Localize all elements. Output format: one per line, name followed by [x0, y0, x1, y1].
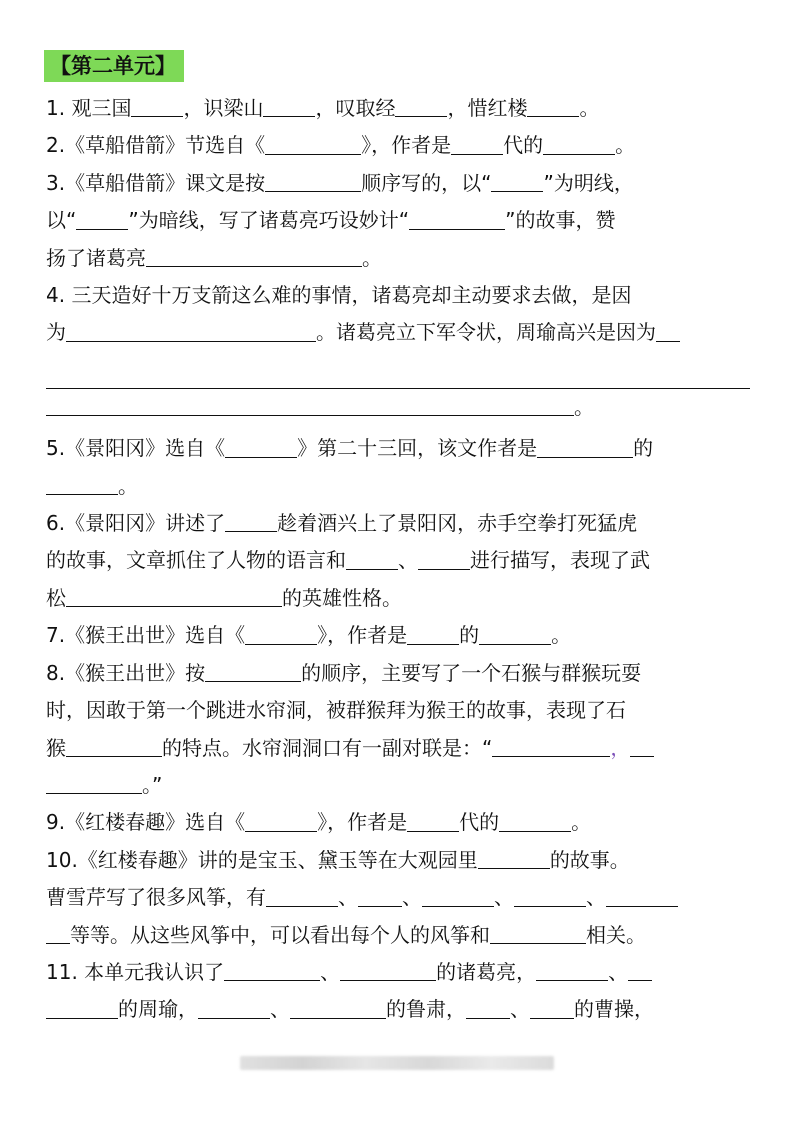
blank[interactable]: [418, 550, 470, 570]
blank[interactable]: [266, 887, 338, 907]
blank[interactable]: [358, 887, 402, 907]
blank[interactable]: [537, 438, 633, 458]
blank[interactable]: [530, 999, 574, 1019]
blurred-footer: [240, 1056, 554, 1070]
blank[interactable]: [66, 737, 162, 757]
blank[interactable]: [478, 849, 550, 869]
blank[interactable]: [407, 812, 459, 832]
blank[interactable]: [527, 97, 579, 117]
blank[interactable]: [395, 97, 447, 117]
unit-title: 【第二单元】: [44, 50, 184, 82]
blank[interactable]: [66, 587, 282, 607]
blank[interactable]: [76, 210, 128, 230]
question-5: 5.《景阳冈》选自《 》第二十三回，该文作者是 的 。: [46, 436, 654, 498]
blank[interactable]: [628, 961, 652, 981]
blank[interactable]: [422, 887, 494, 907]
answer-line[interactable]: [46, 362, 750, 389]
question-3: 3.《草船借箭》课文是按 顺序写的，以“ ”为明线， 以“ ”为暗线，写了诸葛亮巧设妙计“ ”的故事，赞 扬了诸葛亮 。: [46, 170, 634, 270]
blank[interactable]: [491, 172, 543, 192]
blank[interactable]: [224, 961, 320, 981]
blank[interactable]: [46, 999, 118, 1019]
question-9: 9.《红楼春趣》选自《 》，作者是 代的 。: [46, 810, 592, 835]
question-4: 4. 三天造好十万支箭这么难的事情，诸葛亮却主动要求去做，是因 为 。诸葛亮立下军令状，周瑜高兴是因为 。: [46, 277, 750, 426]
question-8: 8.《猴王出世》按 的顺序，主要写了一个石猴与群猴玩耍 时，因敢于第一个跳进水帘洞，被群猴拜为猴王的故事，表现了石 猴 的特点。水帘洞洞口有一副对联是：“ ， 。”: [46, 655, 750, 805]
question-2: 2.《草船借箭》节选自《 》，作者是 代的 。: [46, 133, 636, 158]
question-1: 1. 观三国 ，识梁山 ，叹取经 ，惜红楼 。: [46, 96, 600, 120]
blank[interactable]: [46, 924, 70, 944]
blank[interactable]: [630, 737, 654, 757]
blank[interactable]: [479, 625, 551, 645]
question-11: 11. 本单元我认识了 、 的诸葛亮， 、 的周瑜， 、 的鲁肃， 、 的曹操，: [46, 959, 654, 1022]
blank[interactable]: [656, 322, 680, 342]
blank[interactable]: [265, 172, 361, 192]
blank[interactable]: [490, 924, 586, 944]
blank[interactable]: [466, 999, 510, 1019]
blank[interactable]: [265, 135, 361, 155]
blank[interactable]: [46, 475, 118, 495]
blank[interactable]: [499, 812, 571, 832]
question-list: [46, 90, 750, 1029]
blank[interactable]: [407, 625, 459, 645]
blank[interactable]: [146, 247, 362, 267]
blank[interactable]: [225, 438, 297, 458]
question-6: 6.《景阳冈》讲述了 趁着酒兴上了景阳冈，赤手空拳打死猛虎 的故事，文章抓住了人物的语言和 、 进行描写，表现了武 松 的英雄性格。: [46, 511, 650, 610]
blank[interactable]: [131, 97, 183, 117]
blank[interactable]: [409, 210, 505, 230]
blank[interactable]: [514, 887, 586, 907]
blank[interactable]: [543, 135, 615, 155]
blank[interactable]: [46, 774, 142, 794]
blank[interactable]: [340, 961, 436, 981]
blank[interactable]: [263, 97, 315, 117]
blank[interactable]: [66, 322, 316, 342]
blank[interactable]: [451, 135, 503, 155]
blank[interactable]: [205, 662, 301, 682]
question-7: 7.《猴王出世》选自《 》，作者是 的 。: [46, 623, 572, 648]
question-10: 10.《红楼春趣》讲的是宝玉、黛玉等在大观园里 的故事。 曹雪芹写了很多风筝，有 、 、 、 、 等等。从这些风筝中，可以看出每个人的风筝和 相关。: [46, 842, 750, 954]
blank[interactable]: [536, 961, 608, 981]
blank[interactable]: [290, 999, 386, 1019]
blank[interactable]: [346, 550, 398, 570]
blank[interactable]: [46, 396, 574, 416]
blank[interactable]: [492, 737, 610, 757]
blank[interactable]: [245, 812, 317, 832]
blank[interactable]: [198, 999, 270, 1019]
blank[interactable]: [225, 512, 277, 532]
blank[interactable]: [606, 887, 678, 907]
blank[interactable]: [245, 625, 317, 645]
